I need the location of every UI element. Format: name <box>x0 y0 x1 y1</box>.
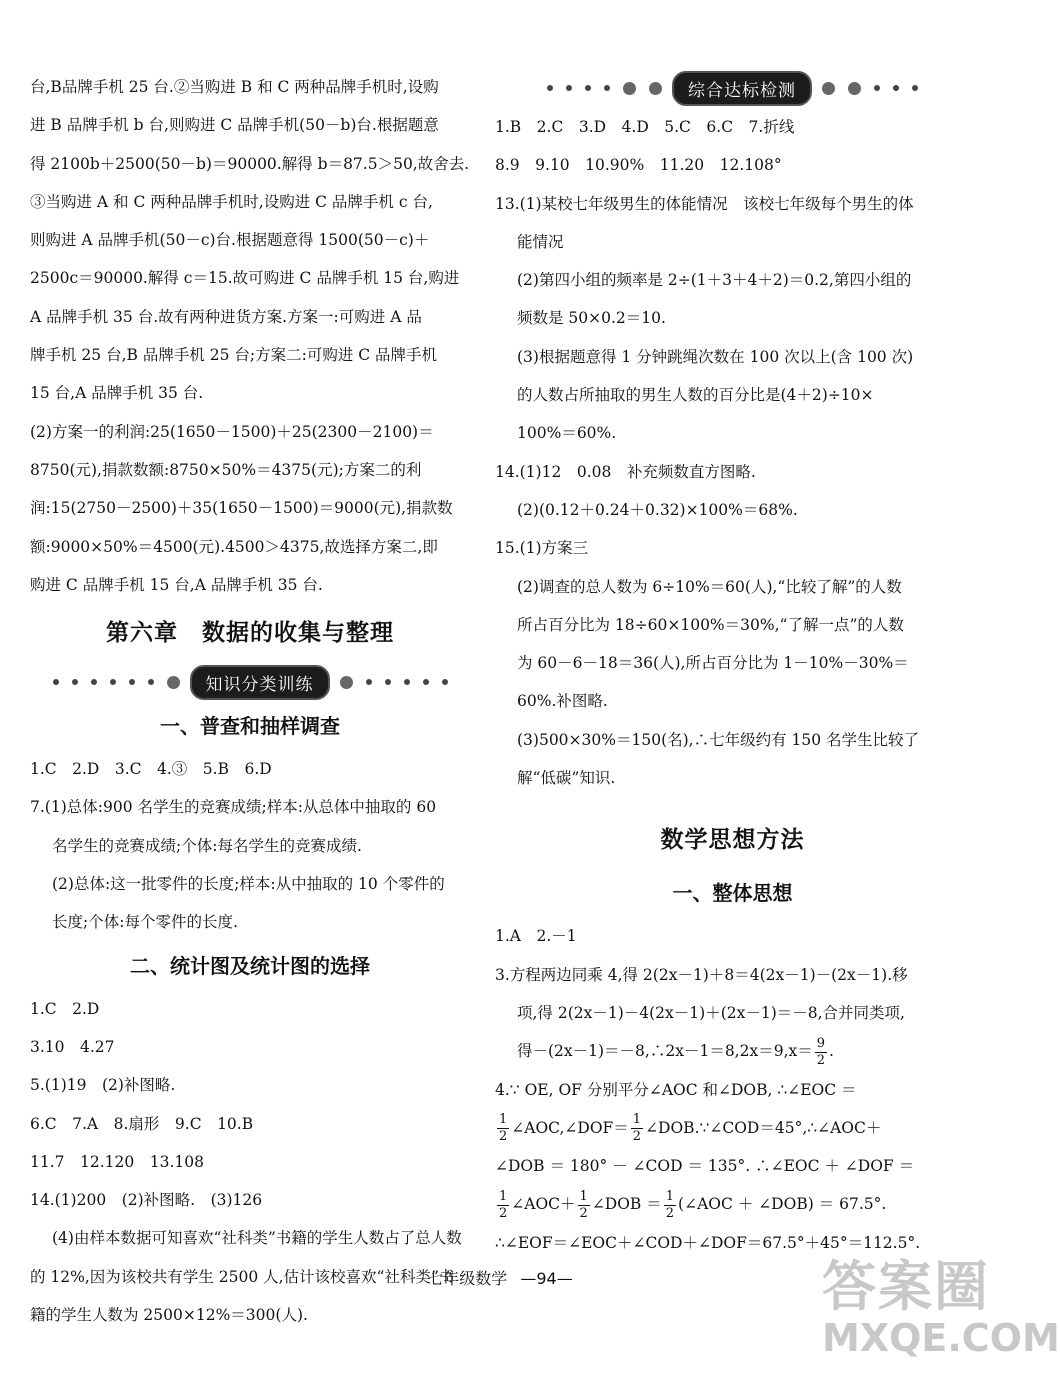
section-banner <box>495 68 970 108</box>
text-line: 8.9 9.10 10.90% 11.20 12.108° <box>495 156 782 175</box>
banner-dots-right <box>340 676 448 689</box>
text-line: 得 2100b＋2500(50－b)＝90000.解得 b＝87.5＞50,故舍去. <box>30 154 470 173</box>
review-answers <box>495 108 970 797</box>
fraction-denominator: 2 <box>632 1129 642 1145</box>
equation-line <box>495 1109 970 1147</box>
section-1-answers <box>30 750 470 941</box>
watermark-url: MXQE.COM <box>822 1316 1060 1360</box>
text-line: (4)由样本数据可知喜欢“社科类”书籍的学生人数占了总人数 <box>52 1229 462 1248</box>
text-line: A 品牌手机 35 台.故有两种进货方案.方案一:可购进 A 品 <box>30 307 422 326</box>
fraction-numerator: 1 <box>579 1188 588 1204</box>
text-line: 能情况 <box>517 232 564 251</box>
fraction-denominator: 2 <box>816 1052 826 1068</box>
text-line: 5.(1)19 (2)补图略. <box>30 1076 176 1095</box>
text-line: 进 B 品牌手机 b 台,则购进 C 品牌手机(50－b)台.根据题意 <box>30 116 439 135</box>
equation-text: 得－(2x－1)＝－8,∴2x－1＝8,2x＝9,x＝ <box>517 1042 813 1061</box>
text-line: ③当购进 A 和 C 两种品牌手机时,设购进 C 品牌手机 c 台, <box>30 192 433 211</box>
banner-dots-right <box>822 82 918 95</box>
text-line: 额:9000×50%＝4500(元).4500＞4375,故选择方案二,即 <box>30 537 438 556</box>
equation-text: . <box>829 1042 834 1061</box>
fraction <box>497 1112 509 1145</box>
text-line: 15 台,A 品牌手机 35 台. <box>30 384 204 403</box>
text-line: (2)方案一的利润:25(1650－1500)＋25(2300－2100)＝ <box>30 422 434 441</box>
watermark-logo <box>822 1255 1060 1371</box>
text-line: 购进 C 品牌手机 15 台,A 品牌手机 35 台. <box>30 575 323 594</box>
text-line: 名学生的竞赛成绩;个体:每名学生的竞赛成绩. <box>52 836 362 855</box>
text-line: 7.(1)总体:900 名学生的竞赛成绩;样本:从总体中抽取的 60 <box>30 798 437 817</box>
equation-text: ∠AOC,∠DOF＝ <box>511 1118 629 1137</box>
text-line: (2)第四小组的频率是 2÷(1＋3＋4＋2)＝0.2,第四小组的 <box>517 271 912 290</box>
text-line: 频数是 50×0.2＝10. <box>517 309 666 328</box>
text-line: 的 12%,因为该校共有学生 2500 人,估计该校喜欢“社科类”书 <box>30 1267 455 1286</box>
answer-block-2 <box>30 413 470 604</box>
fraction-denominator: 2 <box>579 1205 588 1221</box>
text-line: 100%＝60%. <box>517 424 617 443</box>
left-column <box>30 68 470 1334</box>
equation-text: ∠DOB ＝ <box>591 1195 662 1214</box>
text-line: ∴∠EOF＝∠EOC＋∠COD＋∠DOF＝67.5°＋45°＝112.5°. <box>495 1233 921 1252</box>
chapter-title: 第六章 数据的收集与整理 <box>106 620 394 647</box>
text-line: 1.A 2.－1 <box>495 927 577 946</box>
fraction-numerator: 9 <box>816 1035 826 1051</box>
answer-block-1 <box>30 68 470 413</box>
text-line: 为 60－6－18＝36(人),所占百分比为 1－10%－30%＝ <box>517 654 909 673</box>
banner-label: 知识分类训练 <box>190 665 330 700</box>
text-line: 11.7 12.120 13.108 <box>30 1152 204 1171</box>
text-line: (2)调查的总人数为 6÷10%＝60(人),“比较了解”的人数 <box>517 577 902 596</box>
text-line: 解“低碳”知识. <box>517 769 616 788</box>
text-line: 的人数占所抽取的男生人数的百分比是(4＋2)÷10× <box>517 386 874 405</box>
equation-text: ∠DOB.∵∠COD＝45°,∴∠AOC＋ <box>645 1118 882 1137</box>
method-answers <box>495 917 970 1262</box>
text-line: 2500c＝90000.解得 c＝15.故可购进 C 品牌手机 15 台,购进 <box>30 269 460 288</box>
text-line: 60%.补图略. <box>517 692 608 711</box>
text-line: 牌手机 25 台,B 品牌手机 25 台;方案二:可购进 C 品牌手机 <box>30 346 438 365</box>
text-line: 台,B品牌手机 25 台.②当购进 B 和 C 两种品牌手机时,设购 <box>30 78 439 96</box>
equation-text: (∠AOC ＋ ∠DOB) ＝ 67.5°. <box>678 1195 887 1214</box>
text-line: (2)总体:这一批零件的长度;样本:从中抽取的 10 个零件的 <box>52 875 445 894</box>
fraction-numerator: 1 <box>499 1188 508 1204</box>
right-column <box>495 68 970 1262</box>
text-line: 籍的学生人数为 2500×12%＝300(人). <box>30 1306 308 1325</box>
chapter-title: 数学思想方法 <box>660 827 805 854</box>
fraction-denominator: 2 <box>665 1205 675 1221</box>
watermark-logo-text: 答案圈 <box>822 1255 990 1318</box>
text-line: 14.(1)200 (2)补图略. (3)126 <box>30 1191 263 1210</box>
page-number: —94— <box>520 1269 573 1288</box>
footer-subject: 七年级数学 <box>427 1269 508 1288</box>
banner-dots-left <box>53 676 180 689</box>
text-line: 14.(1)12 0.08 补充频数直方图略. <box>495 462 756 481</box>
fraction <box>664 1189 676 1222</box>
fraction <box>631 1112 643 1145</box>
banner-label: 综合达标检测 <box>672 71 812 106</box>
text-line: 4.∵ OE, OF 分别平分∠AOC 和∠DOB, ∴∠EOC ＝ <box>495 1080 857 1099</box>
text-line: 3.10 4.27 <box>30 1037 115 1056</box>
equation-line <box>495 1032 970 1070</box>
text-line: 6.C 7.A 8.扇形 9.C 10.B <box>30 1114 254 1133</box>
text-line: 1.C 2.D 3.C 4.③ 5.B 6.D <box>30 760 272 779</box>
text-line: 则购进 A 品牌手机(50－c)台.根据题意得 1500(50－c)＋ <box>30 231 430 250</box>
text-line: 1.B 2.C 3.D 4.D 5.C 6.C 7.折线 <box>495 118 795 136</box>
text-line: (3)根据题意得 1 分钟跳绳次数在 100 次以上(含 100 次) <box>517 347 914 366</box>
fraction-denominator: 2 <box>499 1205 508 1221</box>
fraction <box>815 1036 827 1069</box>
text-line: 长度;个体:每个零件的长度. <box>52 913 238 932</box>
fraction <box>578 1189 590 1222</box>
text-line: (2)(0.12＋0.24＋0.32)×100%＝68%. <box>517 500 798 519</box>
text-line: 15.(1)方案三 <box>495 539 589 558</box>
fraction-numerator: 1 <box>632 1112 642 1128</box>
fraction-denominator: 2 <box>499 1129 508 1145</box>
text-line: 1.C 2.D <box>30 999 100 1018</box>
text-line: 3.方程两边同乘 4,得 2(2x－1)＋8＝4(2x－1)－(2x－1).移 <box>495 965 908 984</box>
section-title: 二、统计图及统计图的选择 <box>130 953 370 978</box>
fraction <box>497 1189 509 1222</box>
text-line: (3)500×30%＝150(名),∴七年级约有 150 名学生比较了 <box>517 730 920 749</box>
text-line: 13.(1)某校七年级男生的体能情况 该校七年级每个男生的体 <box>495 194 914 213</box>
equation-text: ∠AOC＋ <box>511 1195 576 1214</box>
text-line: 8750(元),捐款数额:8750×50%＝4375(元);方案二的利 <box>30 460 422 479</box>
section-banner <box>30 662 470 702</box>
fraction-numerator: 1 <box>665 1188 675 1204</box>
section-title: 一、整体思想 <box>672 881 793 906</box>
text-line: 润:15(2750－2500)＋35(1650－1500)＝9000(元),捐款数 <box>30 499 453 518</box>
text-line: 项,得 2(2x－1)－4(2x－1)＋(2x－1)＝－8,合并同类项, <box>517 1003 905 1022</box>
banner-dots-left <box>547 82 662 95</box>
text-line: ∠DOB ＝ 180° － ∠COD ＝ 135°. ∴∠EOC ＋ ∠DOF ＝ <box>495 1157 915 1176</box>
equation-line <box>495 1185 970 1223</box>
section-title: 一、普查和抽样调查 <box>160 714 340 739</box>
fraction-numerator: 1 <box>499 1112 508 1128</box>
text-line: 所占百分比为 18÷60×100%＝30%,“了解一点”的人数 <box>517 615 904 634</box>
